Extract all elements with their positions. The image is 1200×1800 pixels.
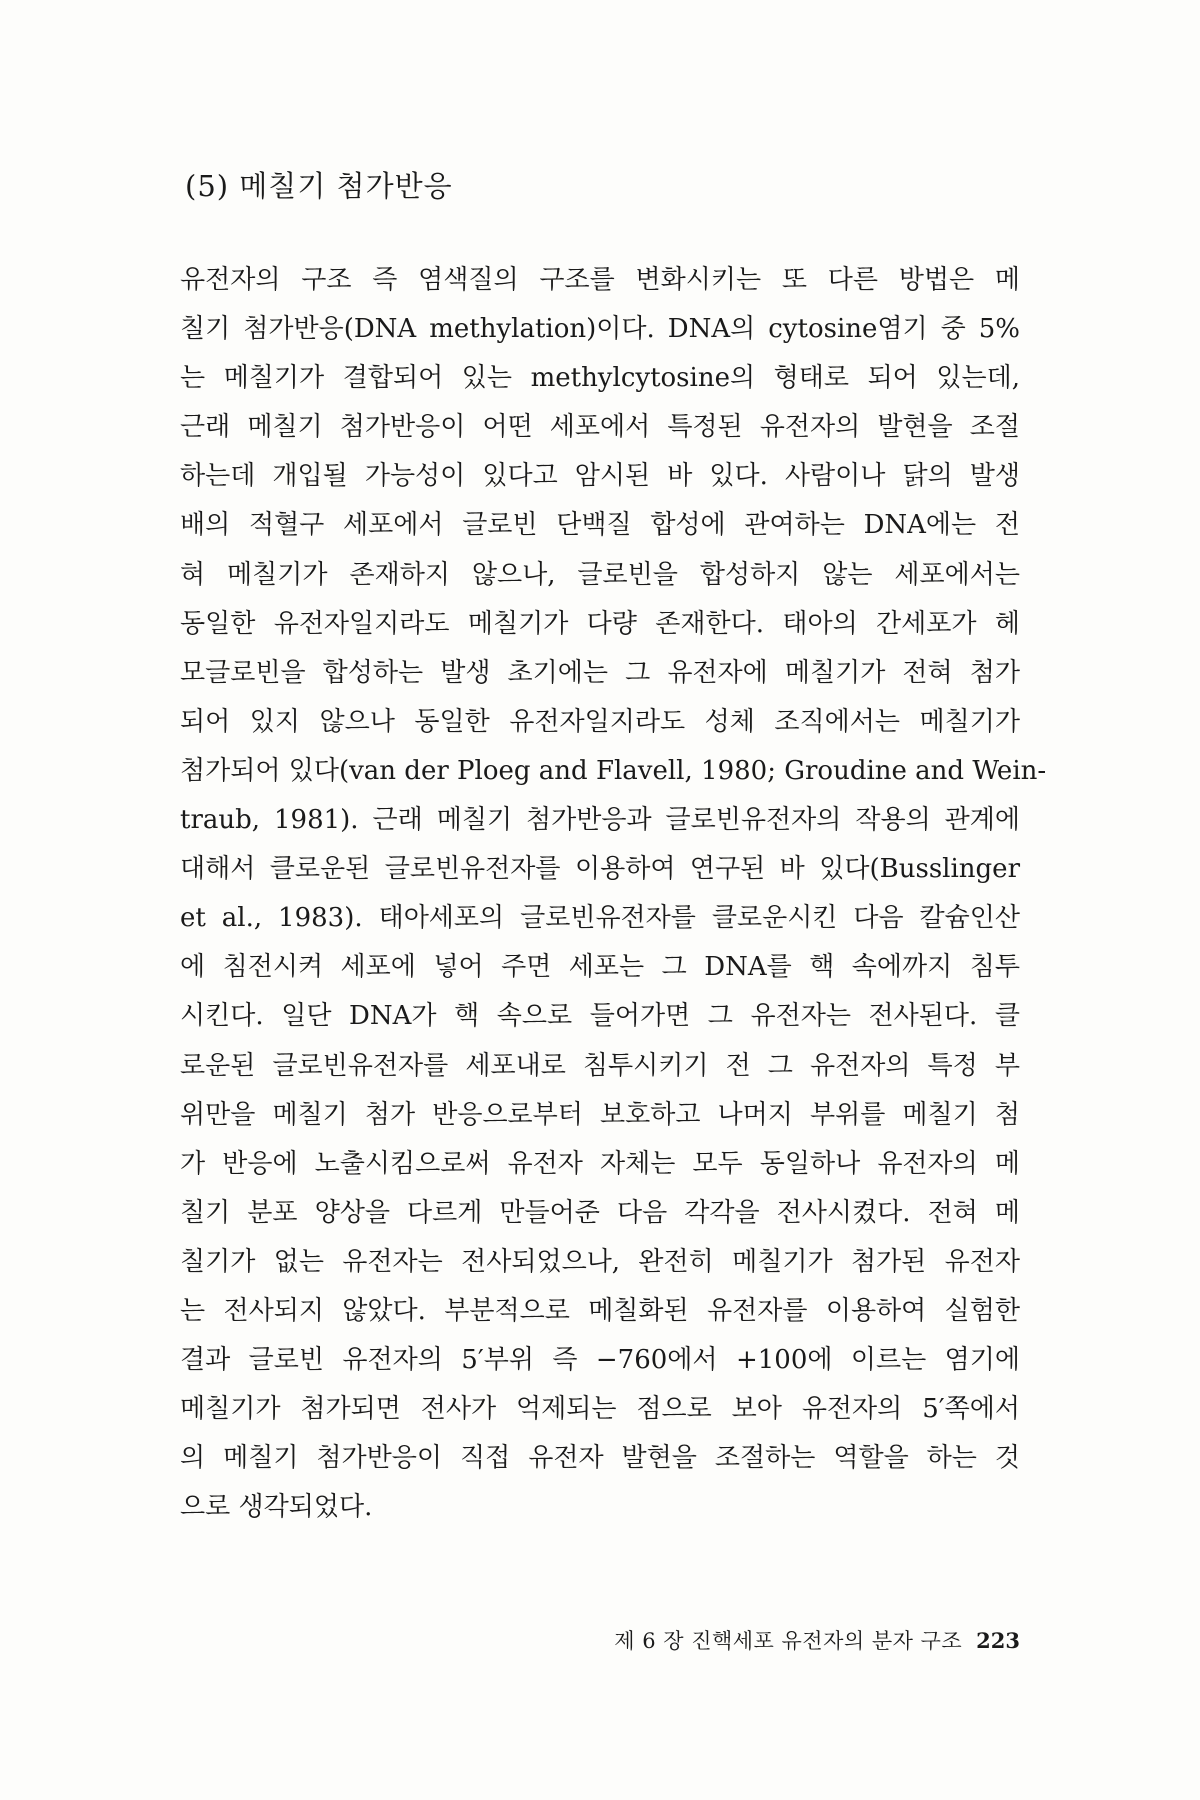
- page-footer: [500, 1625, 1020, 1655]
- text-line: 칠기가 없는 유전자는 전사되었으나, 완전히 메칠기가 첨가된 유전자: [180, 1246, 1020, 1277]
- text-line: 하는데 개입될 가능성이 있다고 암시된 바 있다. 사람이나 닭의 발생: [180, 461, 1020, 492]
- text-line: et al., 1983). 태아세포의 글로빈유전자를 클로운시킨 다음 칼슘인산: [180, 903, 1020, 934]
- text-line: 의 메칠기 첨가반응이 직접 유전자 발현을 조절하는 역할을 하는 것: [180, 1443, 1020, 1474]
- text-line: 대해서 클로운된 글로빈유전자를 이용하여 연구된 바 있다(Busslinger: [180, 854, 1020, 885]
- text-line: 위만을 메칠기 첨가 반응으로부터 보호하고 나머지 부위를 메칠기 첨: [180, 1099, 1020, 1130]
- text-line: 칠기 첨가반응(DNA methylation)이다. DNA의 cytosine염기 중 5%: [180, 314, 1020, 345]
- text-line: 배의 적혈구 세포에서 글로빈 단백질 합성에 관여하는 DNA에는 전: [180, 510, 1020, 541]
- text-line: 메칠기가 첨가되면 전사가 억제되는 점으로 보아 유전자의 5′쪽에서: [180, 1394, 1020, 1425]
- section-heading: (5) 메칠기 첨가반응: [185, 169, 453, 203]
- text-line: 는 전사되지 않았다. 부분적으로 메칠화된 유전자를 이용하여 실험한: [180, 1295, 1020, 1326]
- page-number: 223: [976, 1628, 1020, 1653]
- text-line: 칠기 분포 양상을 다르게 만들어준 다음 각각을 전사시켰다. 전혀 메: [180, 1197, 1020, 1228]
- text-line: traub, 1981). 근래 메칠기 첨가반응과 글로빈유전자의 작용의 관계에: [180, 805, 1020, 836]
- text-line: 가 반응에 노출시킴으로써 유전자 자체는 모두 동일하나 유전자의 메: [180, 1148, 1020, 1179]
- text-line: 로운된 글로빈유전자를 세포내로 침투시키기 전 그 유전자의 특정 부: [180, 1050, 1020, 1081]
- text-line: 는 메칠기가 결합되어 있는 methylcytosine의 형태로 되어 있는데,: [180, 363, 1020, 394]
- text-line: 되어 있지 않으나 동일한 유전자일지라도 성체 조직에서는 메칠기가: [180, 706, 1020, 737]
- text-line: 으로 생각되었다.: [180, 1492, 373, 1523]
- text-line: 혀 메칠기가 존재하지 않으나, 글로빈을 합성하지 않는 세포에서는: [180, 559, 1020, 590]
- body-paragraph: [180, 256, 1047, 1532]
- text-line: 에 침전시켜 세포에 넣어 주면 세포는 그 DNA를 핵 속에까지 침투: [180, 952, 1020, 983]
- text-line: 동일한 유전자일지라도 메칠기가 다량 존재한다. 태아의 간세포가 헤: [180, 608, 1020, 639]
- text-line: 모글로빈을 합성하는 발생 초기에는 그 유전자에 메칠기가 전혀 첨가: [180, 657, 1020, 688]
- text-line: 첨가되어 있다(van der Ploeg and Flavell, 1980; Groudine and Wein-: [180, 755, 1047, 786]
- text-line: 결과 글로빈 유전자의 5′부위 즉 −760에서 +100에 이르는 염기에: [180, 1345, 1020, 1376]
- text-line: 유전자의 구조 즉 염색질의 구조를 변화시키는 또 다른 방법은 메: [180, 265, 1020, 295]
- text-line: 근래 메칠기 첨가반응이 어떤 세포에서 특정된 유전자의 발현을 조절: [180, 412, 1020, 443]
- chapter-label: 제 6 장 진핵세포 유전자의 분자 구조: [614, 1629, 963, 1653]
- text-line: 시킨다. 일단 DNA가 핵 속으로 들어가면 그 유전자는 전사된다. 클: [180, 1001, 1020, 1032]
